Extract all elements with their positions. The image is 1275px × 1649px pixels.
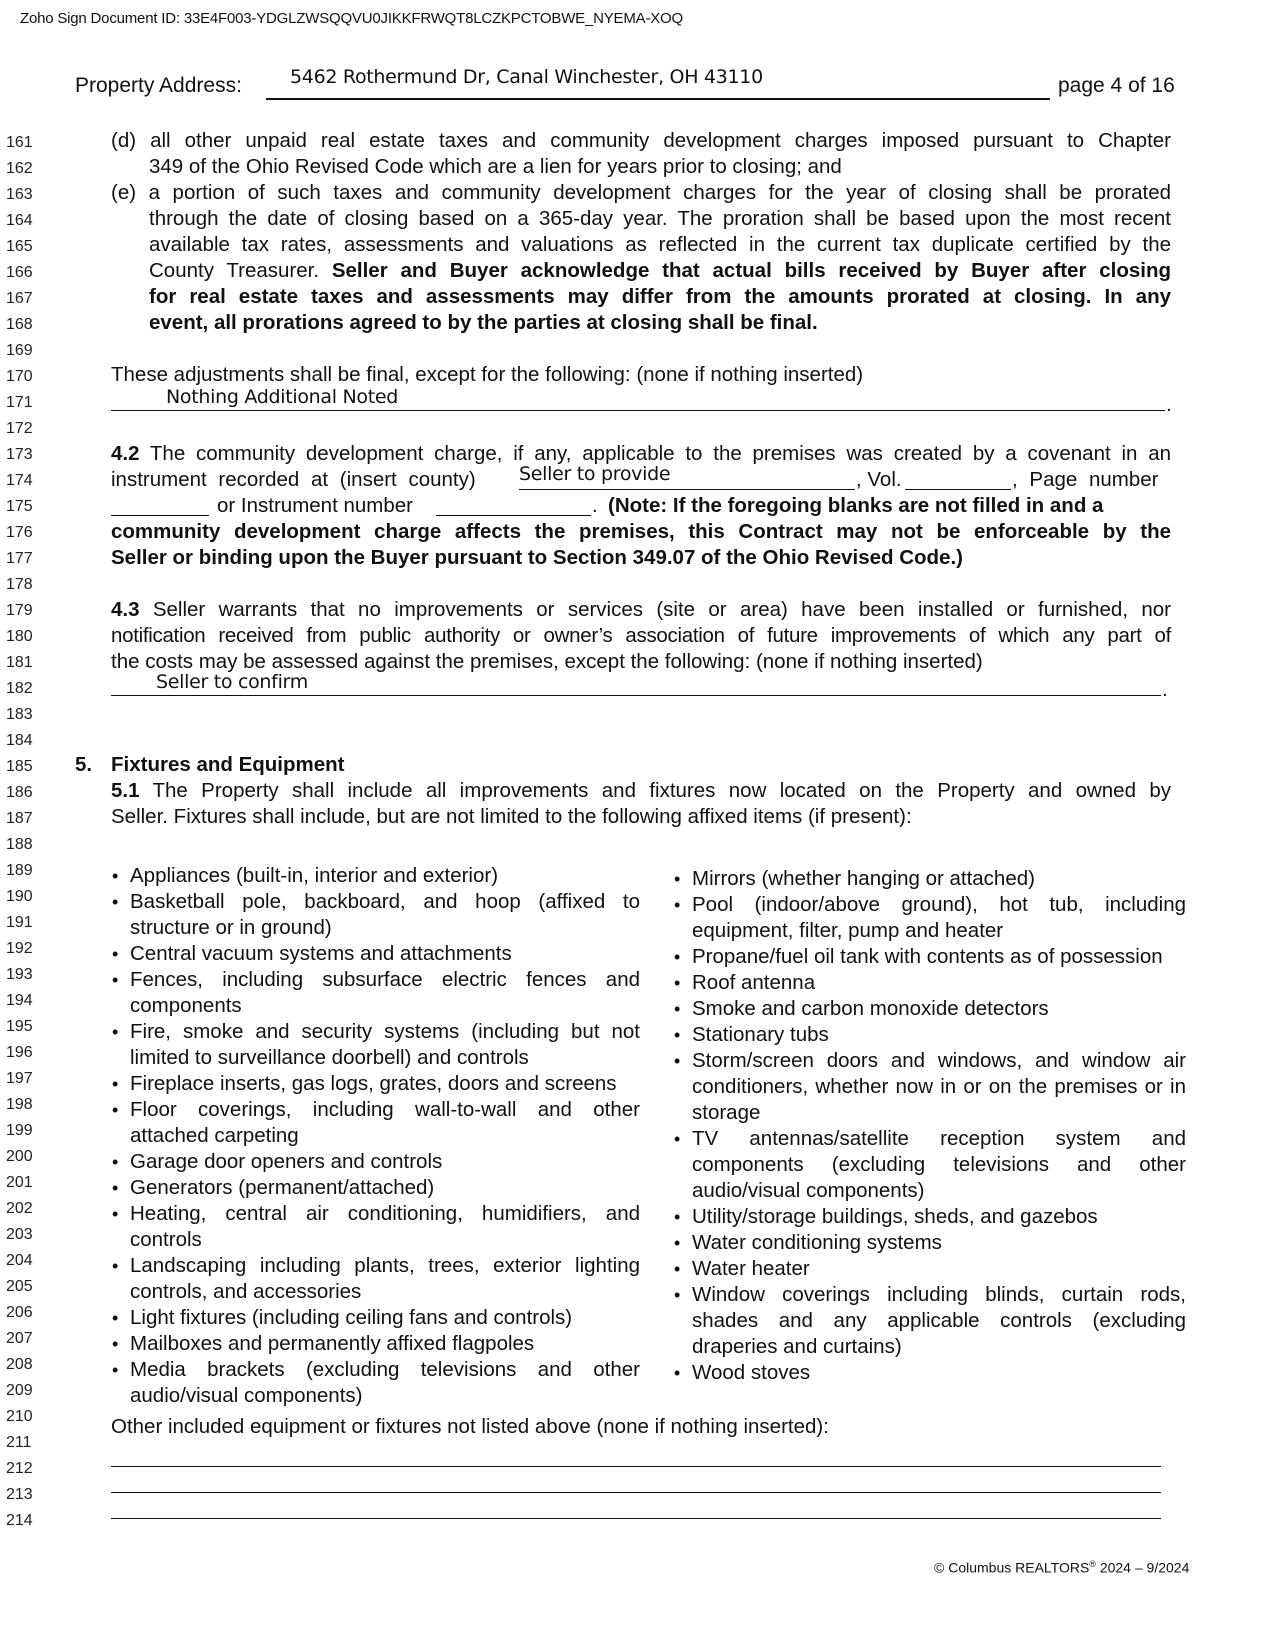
adjustments-period: . bbox=[1166, 393, 1172, 416]
line-number: 209 bbox=[6, 1382, 33, 1399]
fixture-item: • Utility/storage buildings, sheds, and gazebos bbox=[672, 1204, 1186, 1230]
fixture-item: • Water heater bbox=[672, 1256, 1186, 1282]
line-number: 198 bbox=[6, 1096, 33, 1113]
sec-5-1-line2: Seller. Fixtures shall include, but are not limited to the following affixed items (if present): bbox=[111, 805, 912, 828]
line-number: 200 bbox=[6, 1148, 33, 1165]
fixture-item: • Fireplace inserts, gas logs, grates, doors and screens bbox=[110, 1071, 640, 1097]
line-number: 171 bbox=[6, 394, 33, 411]
line-number: 195 bbox=[6, 1018, 33, 1035]
copyright-footer: © Columbus REALTORS® 2024 – 9/2024 bbox=[934, 1559, 1190, 1576]
fixture-item: • Light fixtures (including ceiling fans and controls) bbox=[110, 1305, 640, 1331]
line-number: 164 bbox=[6, 212, 33, 229]
property-address-label: Property Address: bbox=[75, 74, 242, 97]
fixture-item: • Appliances (built-in, interior and exterior) bbox=[110, 863, 640, 889]
line-number: 177 bbox=[6, 550, 33, 567]
fixture-item: • Storm/screen doors and windows, and window air conditioners, whether now in or on the premises or in storage bbox=[672, 1048, 1186, 1126]
adjustments-exceptions-field[interactable]: Nothing Additional Noted bbox=[166, 386, 399, 408]
fixtures-list-left bbox=[110, 863, 640, 1409]
fixture-item: • Generators (permanent/attached) bbox=[110, 1175, 640, 1201]
fixture-item: • Mirrors (whether hanging or attached) bbox=[672, 866, 1186, 892]
fixture-item: • Central vacuum systems and attachments bbox=[110, 941, 640, 967]
section-5-title: Fixtures and Equipment bbox=[111, 753, 345, 776]
assessments-period: . bbox=[1162, 678, 1168, 701]
fixture-item: • Fences, including subsurface electric fences and components bbox=[110, 967, 640, 1019]
fixture-item: • TV antennas/satellite reception system and components (excluding televisions and other audio/visual components) bbox=[672, 1126, 1186, 1204]
sec-4-2-line1: 4.2 The community development charge, if any, applicable to the premises was created by a covenant in an bbox=[111, 442, 1171, 465]
fixture-item: • Fire, smoke and security systems (including but not limited to surveillance doorbell) and controls bbox=[110, 1019, 640, 1071]
fixture-item: • Stationary tubs bbox=[672, 1022, 1186, 1048]
sec-4-3-line1: 4.3 Seller warrants that no improvements or services (site or area) have been installed or furnished, nor bbox=[111, 598, 1171, 621]
fixture-item: • Media brackets (excluding televisions and other audio/visual components) bbox=[110, 1357, 640, 1409]
line-number: 213 bbox=[6, 1486, 33, 1503]
line-number: 211 bbox=[6, 1434, 32, 1451]
adjustments-text: These adjustments shall be final, except for the following: (none if nothing inserted) bbox=[111, 363, 864, 386]
line-number: 208 bbox=[6, 1356, 33, 1373]
sec-4-2-line4: community development charge affects the premises, this Contract may not be enforceable by the bbox=[111, 520, 1171, 543]
sec-4-3-line2: notification received from public authority or owner’s association of future improvements of which any part of bbox=[111, 624, 1171, 647]
other-equipment-field-3[interactable] bbox=[111, 1518, 1161, 1519]
other-equipment-field-1[interactable] bbox=[111, 1466, 1161, 1467]
line-number: 161 bbox=[6, 134, 33, 151]
para-e-line6: event, all prorations agreed to by the parties at closing shall be final. bbox=[149, 311, 818, 334]
sec-5-1-line1: 5.1 The Property shall include all improvements and fixtures now located on the Property and owned by bbox=[111, 779, 1171, 802]
line-number: 170 bbox=[6, 368, 33, 385]
fixture-item: • Mailboxes and permanently affixed flagpoles bbox=[110, 1331, 640, 1357]
line-number: 162 bbox=[6, 160, 33, 177]
line-number: 172 bbox=[6, 420, 33, 437]
line-number: 192 bbox=[6, 940, 33, 957]
document-id: Zoho Sign Document ID: 33E4F003-YDGLZWSQQVU0JIKKFRWQT8LCZKPCTOBWE_NYEMA-XOQ bbox=[20, 10, 683, 27]
page-indicator: page 4 of 16 bbox=[1058, 74, 1175, 97]
assessments-underline bbox=[111, 695, 1161, 696]
fixture-item: • Garage door openers and controls bbox=[110, 1149, 640, 1175]
fixture-item: • Floor coverings, including wall-to-wall and other attached carpeting bbox=[110, 1097, 640, 1149]
line-number: 180 bbox=[6, 628, 33, 645]
para-e-line3: available tax rates, assessments and valuations as reflected in the current tax duplicate certified by the bbox=[149, 233, 1171, 256]
line-number: 174 bbox=[6, 472, 33, 489]
fixture-item: • Heating, central air conditioning, humidifiers, and controls bbox=[110, 1201, 640, 1253]
line-number: 205 bbox=[6, 1278, 33, 1295]
line-number: 204 bbox=[6, 1252, 33, 1269]
para-e-line4: County Treasurer. Seller and Buyer acknowledge that actual bills received by Buyer after closing bbox=[149, 259, 1171, 282]
line-number: 163 bbox=[6, 186, 33, 203]
line-number: 181 bbox=[6, 654, 33, 671]
para-d-line1: (d) all other unpaid real estate taxes and community development charges imposed pursuant to Chapter bbox=[111, 129, 1171, 152]
other-equipment-field-2[interactable] bbox=[111, 1492, 1161, 1493]
line-number: 182 bbox=[6, 680, 33, 697]
line-number: 179 bbox=[6, 602, 33, 619]
fixture-item: • Wood stoves bbox=[672, 1360, 1186, 1386]
line-number: 186 bbox=[6, 784, 33, 801]
line-number: 184 bbox=[6, 732, 33, 749]
instrument-number-field[interactable] bbox=[436, 515, 591, 516]
fixture-item: • Smoke and carbon monoxide detectors bbox=[672, 996, 1186, 1022]
fixture-item: • Roof antenna bbox=[672, 970, 1186, 996]
fixture-item: • Pool (indoor/above ground), hot tub, including equipment, filter, pump and heater bbox=[672, 892, 1186, 944]
line-number: 168 bbox=[6, 316, 33, 333]
line-number: 175 bbox=[6, 498, 33, 515]
line-number: 210 bbox=[6, 1408, 33, 1425]
para-e-line5: for real estate taxes and assessments may differ from the amounts prorated at closing. In any bbox=[149, 285, 1171, 308]
line-number: 197 bbox=[6, 1070, 33, 1087]
para-e-line2: through the date of closing based on a 365-day year. The proration shall be based upon the most recent bbox=[149, 207, 1171, 230]
line-number: 206 bbox=[6, 1304, 33, 1321]
line-number: 185 bbox=[6, 758, 33, 775]
line-number: 169 bbox=[6, 342, 33, 359]
line-number: 199 bbox=[6, 1122, 33, 1139]
line-number: 173 bbox=[6, 446, 33, 463]
fixture-item: • Basketball pole, backboard, and hoop (affixed to structure or in ground) bbox=[110, 889, 640, 941]
property-address-field[interactable]: 5462 Rothermund Dr, Canal Winchester, OH 43110 bbox=[290, 66, 763, 88]
line-number: 203 bbox=[6, 1226, 33, 1243]
line-number: 165 bbox=[6, 238, 33, 255]
line-number: 214 bbox=[6, 1512, 33, 1529]
sec-4-3-line3: the costs may be assessed against the premises, except the following: (none if nothing inserted) bbox=[111, 650, 983, 673]
fixture-item: • Window coverings including blinds, curtain rods, shades and any applicable controls (excluding draperies and curtains) bbox=[672, 1282, 1186, 1360]
adjustments-underline bbox=[111, 410, 1165, 411]
volume-field[interactable] bbox=[905, 489, 1011, 490]
county-underline bbox=[519, 489, 855, 490]
assessments-exceptions-field[interactable]: Seller to confirm bbox=[156, 671, 308, 693]
page-number-field[interactable] bbox=[111, 515, 209, 516]
other-equipment-text: Other included equipment or fixtures not listed above (none if nothing inserted): bbox=[111, 1415, 829, 1438]
line-number: 196 bbox=[6, 1044, 33, 1061]
line-number: 207 bbox=[6, 1330, 33, 1347]
fixture-item: • Landscaping including plants, trees, exterior lighting controls, and accessories bbox=[110, 1253, 640, 1305]
property-address-underline bbox=[266, 98, 1050, 100]
line-number: 178 bbox=[6, 576, 33, 593]
line-number: 193 bbox=[6, 966, 33, 983]
line-number: 194 bbox=[6, 992, 33, 1009]
line-number: 212 bbox=[6, 1460, 33, 1477]
county-field[interactable]: Seller to provide bbox=[519, 463, 671, 485]
fixtures-list-right bbox=[672, 866, 1186, 1386]
line-number: 188 bbox=[6, 836, 33, 853]
line-number: 191 bbox=[6, 914, 33, 931]
fixture-item: • Water conditioning systems bbox=[672, 1230, 1186, 1256]
para-e-line1: (e) a portion of such taxes and community development charges for the year of closing shall be prorated bbox=[111, 181, 1171, 204]
fixture-item: • Propane/fuel oil tank with contents as of possession bbox=[672, 944, 1186, 970]
sec-4-2-line5: Seller or binding upon the Buyer pursuant to Section 349.07 of the Ohio Revised Code.) bbox=[111, 546, 964, 569]
line-number: 183 bbox=[6, 706, 33, 723]
line-number: 166 bbox=[6, 264, 33, 281]
line-number: 167 bbox=[6, 290, 33, 307]
line-number: 190 bbox=[6, 888, 33, 905]
line-number: 189 bbox=[6, 862, 33, 879]
line-number: 202 bbox=[6, 1200, 33, 1217]
line-number: 201 bbox=[6, 1174, 33, 1191]
para-d-line2: 349 of the Ohio Revised Code which are a lien for years prior to closing; and bbox=[149, 155, 842, 178]
section-5-number: 5. bbox=[75, 753, 93, 776]
line-number: 176 bbox=[6, 524, 33, 541]
line-number: 187 bbox=[6, 810, 33, 827]
